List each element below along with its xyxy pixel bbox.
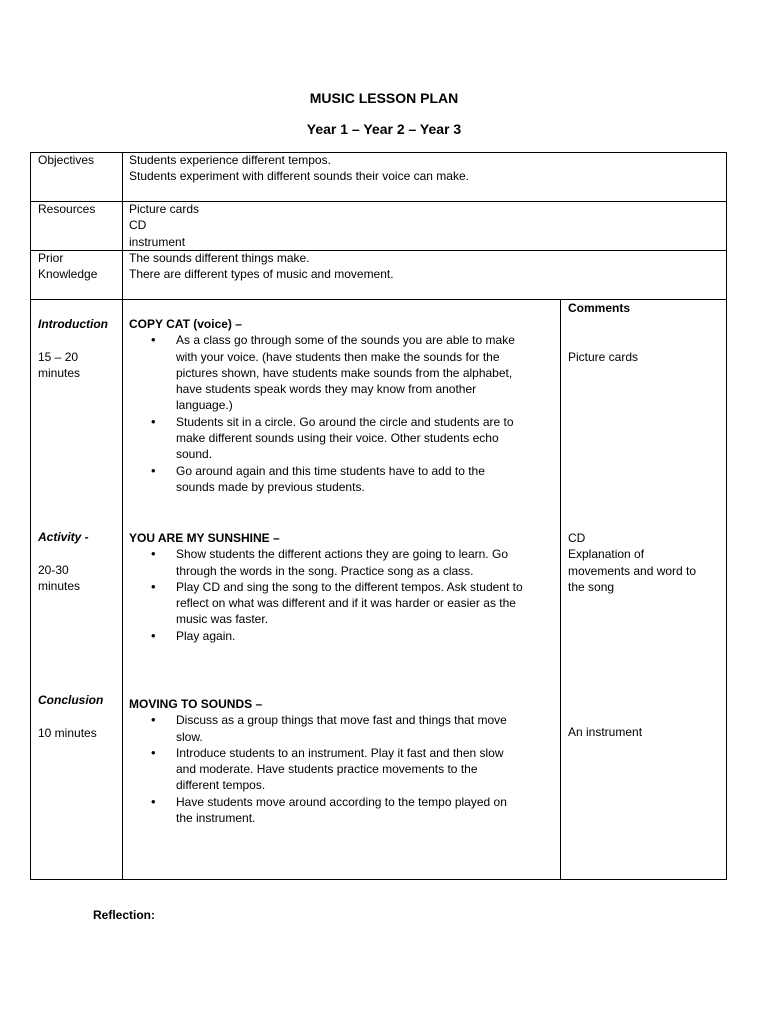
column-divider (122, 152, 123, 880)
section-heading: MOVING TO SOUNDS – (129, 697, 263, 711)
bullet-line: make different sounds using their voice. Other students echo (176, 431, 499, 446)
bullet-line: and moderate. Have students practice movements to the (176, 762, 478, 777)
comment-line: movements and word to (568, 563, 697, 578)
section-label: Introduction (38, 317, 108, 331)
comment-line: CD (568, 531, 586, 545)
bullet-line: • Play CD and sing the song to the different tempos. Ask student to (176, 579, 523, 594)
comment-line: An instrument (568, 725, 643, 739)
bullet-line: • Introduce students to an instrument. Play it fast and then slow (176, 745, 504, 760)
section-activity-comments (568, 530, 696, 595)
prior-line: The sounds different things make. (129, 251, 310, 265)
bullet-line: different tempos. (176, 778, 266, 793)
section-heading: YOU ARE MY SUNSHINE – (129, 531, 280, 545)
objectives-label: Objectives (38, 153, 95, 167)
bullet-list (129, 712, 507, 826)
section-introduction-label-block (38, 316, 108, 381)
resources-label: Resources (38, 202, 96, 216)
list-item (129, 794, 507, 827)
prior-line: There are different types of music and movement. (129, 267, 394, 282)
objectives-line: Students experience different tempos. (129, 153, 331, 167)
prior-label-line: Prior (38, 251, 64, 265)
comment-line: the song (568, 579, 615, 594)
section-time: 15 – 20 (38, 349, 79, 364)
section-time: 20-30 (38, 562, 69, 577)
prior-knowledge-text (129, 250, 394, 283)
comments-header: Comments (568, 301, 631, 315)
prior-knowledge-label (38, 250, 97, 283)
column-divider (560, 299, 561, 880)
list-item (129, 712, 507, 745)
reflection-label: Reflection: (93, 908, 156, 922)
section-activity-content (129, 530, 523, 644)
bullet-line: • Have students move around according to the tempo played on (176, 794, 507, 809)
bullet-line: • Students sit in a circle. Go around the circle and students are to (176, 414, 514, 429)
resources-text (129, 201, 199, 250)
comment-line: Picture cards (568, 350, 639, 364)
bullet-line: • As a class go through some of the sounds you are able to make (176, 333, 515, 348)
bullet-line: slow. (176, 729, 203, 744)
bullet-line: have students speak words they may know from another (176, 382, 477, 397)
bullet-line: • Go around again and this time students have to add to the (176, 463, 485, 478)
section-conclusion-content (129, 696, 507, 826)
resource-item: CD (129, 218, 147, 233)
bullet-line: language.) (176, 398, 233, 413)
bullet-line: the instrument. (176, 811, 256, 826)
bullet-line: • Show students the different actions they are going to learn. Go (176, 547, 508, 562)
list-item (129, 546, 523, 579)
bullet-line: • Play again. (176, 628, 236, 643)
list-item (129, 628, 523, 644)
bullet-line: • Discuss as a group things that move fast and things that move (176, 713, 507, 728)
document-title: MUSIC LESSON PLAN (309, 90, 459, 106)
section-time: minutes (38, 578, 81, 593)
bullet-line: with your voice. (have students then make the sounds for the (176, 349, 500, 364)
section-label: Conclusion (38, 693, 104, 707)
section-introduction-content (129, 316, 515, 495)
bullet-line: sounds made by previous students. (176, 479, 365, 494)
bullet-line: through the words in the song. Practice song as a class. (176, 563, 474, 578)
list-item (129, 332, 515, 413)
bullet-line: pictures shown, have students make sounds from the alphabet, (176, 365, 513, 380)
section-label: Activity - (38, 530, 89, 544)
comment-line: Explanation of (568, 547, 645, 562)
section-conclusion-label-block (38, 692, 103, 741)
resource-item: Picture cards (129, 202, 200, 216)
bullet-line: music was faster. (176, 612, 269, 627)
section-heading: COPY CAT (voice) – (129, 317, 242, 331)
list-item (129, 745, 507, 794)
list-item (129, 463, 515, 496)
prior-label-line: Knowledge (38, 267, 98, 282)
section-time: 10 minutes (38, 725, 97, 740)
bullet-list (129, 546, 523, 644)
list-item (129, 414, 515, 463)
section-activity-label-block (38, 529, 89, 594)
bullet-line: sound. (176, 447, 213, 462)
document-subtitle: Year 1 – Year 2 – Year 3 (306, 121, 462, 137)
list-item (129, 579, 523, 628)
section-introduction-comments (568, 349, 638, 365)
objectives-line: Students experiment with different sounds their voice can make. (129, 169, 469, 184)
bullet-list (129, 332, 515, 495)
objectives-text (129, 152, 469, 185)
section-time: minutes (38, 365, 81, 380)
section-conclusion-comments (568, 724, 642, 740)
resource-item: instrument (129, 234, 186, 249)
bullet-line: reflect on what was different and if it was harder or easier as the (176, 596, 516, 611)
